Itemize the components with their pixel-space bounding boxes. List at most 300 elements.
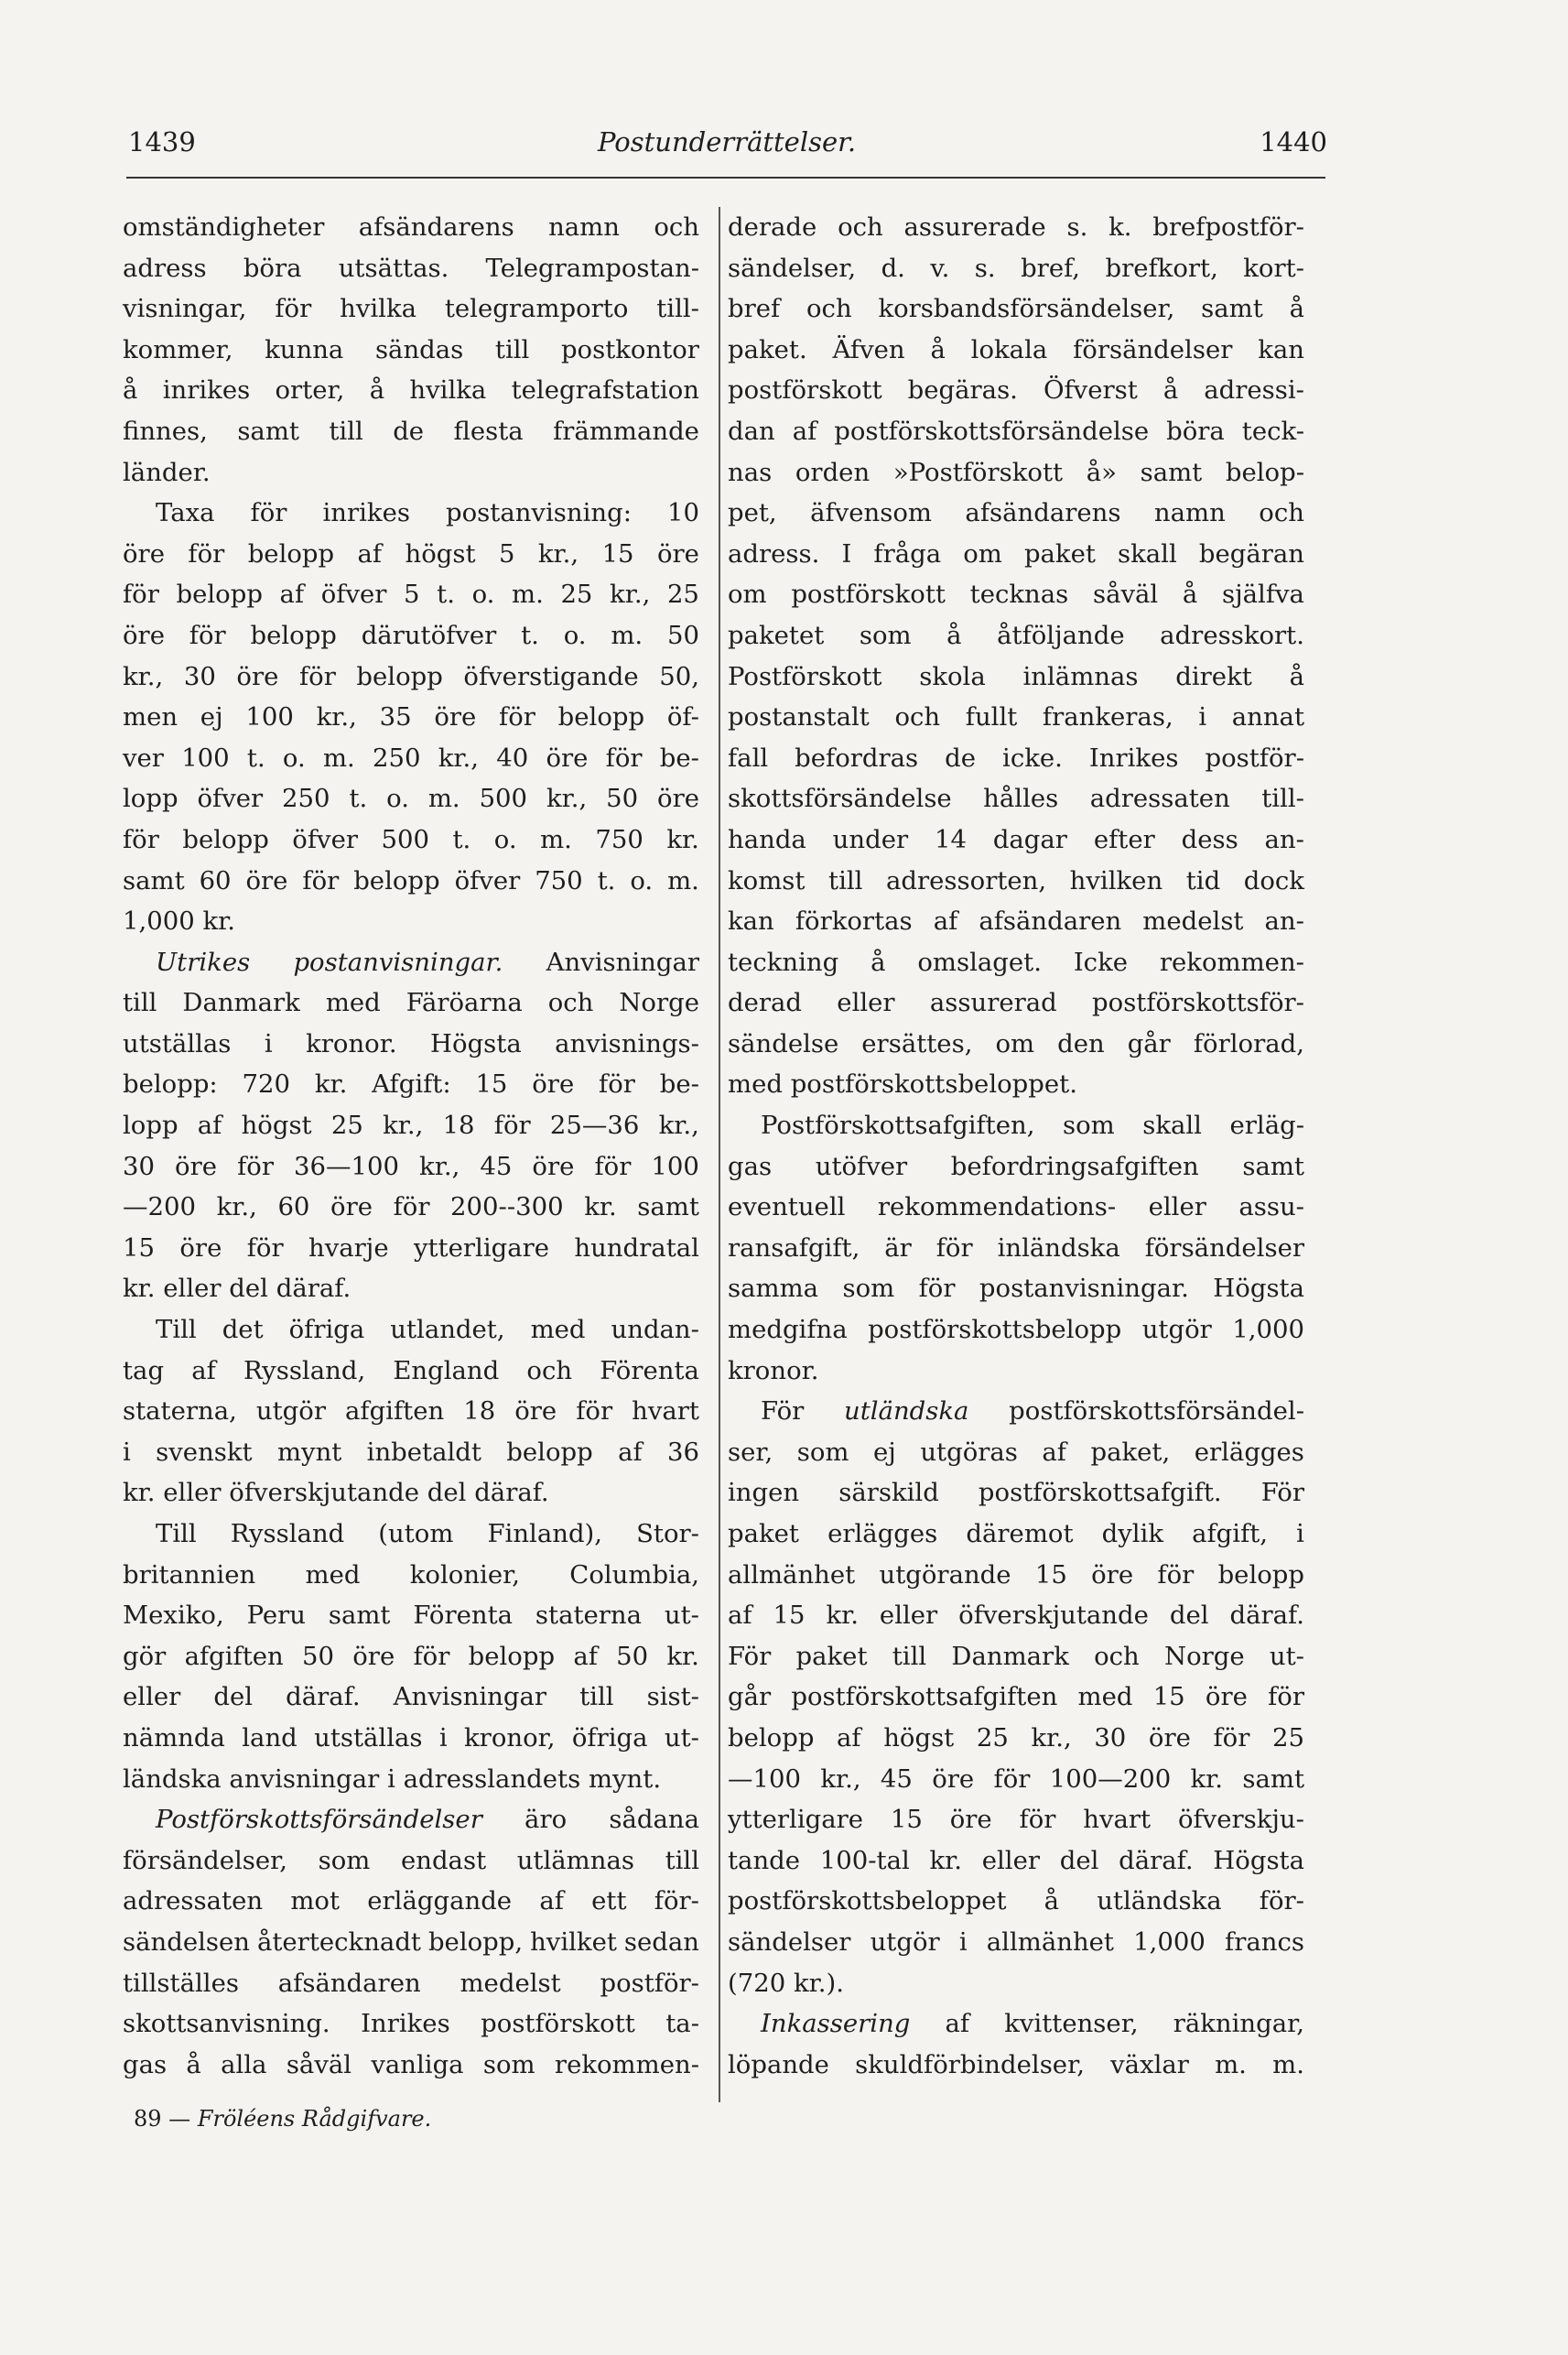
word: belopp, — [427, 1926, 524, 1957]
word: åtföljande — [997, 620, 1125, 650]
word: För — [1260, 1478, 1304, 1508]
word: samt — [123, 865, 185, 895]
word: äfvensom — [810, 498, 932, 528]
word: öre — [657, 784, 699, 814]
text-line — [728, 1595, 1304, 1636]
word: och — [547, 988, 594, 1018]
word: adressaten — [1089, 784, 1230, 814]
right-column — [728, 207, 1304, 2085]
word: i — [958, 1926, 968, 1957]
word: Telegrampostan- — [485, 253, 699, 283]
word: till — [123, 988, 157, 1018]
word: Högsta — [1213, 1274, 1304, 1304]
word: eller — [981, 1845, 1041, 1875]
word: telegramporto — [444, 294, 629, 324]
word: å — [1289, 294, 1304, 324]
text-line — [123, 330, 699, 371]
line-text: med postförskottsbeloppet. — [728, 1069, 1077, 1100]
word: förkortas — [795, 906, 913, 937]
word: kr., — [546, 784, 588, 814]
word: och — [838, 212, 883, 242]
word: af — [618, 1437, 643, 1467]
word: utgör — [1141, 1315, 1212, 1345]
text-line — [123, 1146, 699, 1188]
word: till — [665, 1845, 699, 1875]
text-line — [123, 1840, 699, 1882]
word: assurerade — [903, 212, 1046, 242]
word: m. — [1215, 2049, 1247, 2079]
word: Förenta — [413, 1601, 514, 1631]
word: bref — [728, 294, 781, 324]
word: för — [935, 1232, 973, 1263]
word: Inrikes — [1088, 743, 1179, 773]
word: britannien — [123, 1559, 256, 1590]
word: 40 — [496, 743, 529, 773]
word: ta- — [665, 2009, 699, 2039]
word: 15 — [601, 538, 634, 569]
word: undan- — [611, 1315, 699, 1345]
word: hvilket — [530, 1926, 617, 1957]
word: öre — [245, 865, 288, 895]
text-line — [728, 1799, 1304, 1840]
word: del — [213, 1682, 254, 1712]
word: s. — [1066, 212, 1088, 242]
word: går — [728, 1682, 772, 1712]
word: af — [792, 416, 817, 446]
word: tillställes — [123, 1968, 239, 1998]
word: adressorten, — [886, 865, 1047, 895]
word: af — [197, 1111, 222, 1141]
word: i — [123, 1437, 131, 1467]
text-line — [123, 1187, 699, 1228]
word: Utrikes — [156, 947, 251, 977]
word: staterna — [535, 1601, 643, 1631]
word: Anvisningar — [393, 1682, 547, 1712]
word: s. — [974, 253, 996, 283]
text-line — [123, 778, 699, 819]
word: till — [892, 1641, 927, 1671]
word: Columbia, — [569, 1559, 699, 1590]
word: belopp — [356, 661, 443, 691]
text-line — [123, 1718, 699, 1759]
word: postförskottsförsändel- — [1009, 1396, 1304, 1427]
word: 30 — [1094, 1722, 1127, 1753]
word: för — [393, 1192, 430, 1222]
word: förlorad, — [1193, 1028, 1304, 1058]
word: å — [1182, 580, 1198, 610]
word: löpande — [728, 2049, 829, 2079]
word: å — [186, 2049, 201, 2079]
word: återtecknadt — [256, 1926, 421, 1957]
word: 14 — [934, 824, 967, 854]
word: frankeras, — [1042, 702, 1173, 733]
text-line — [728, 1105, 1304, 1146]
word: svenskt — [156, 1437, 253, 1467]
word: kr. — [1190, 1764, 1224, 1794]
text-line — [728, 452, 1304, 494]
word: tande — [728, 1845, 801, 1875]
word: gas — [728, 1151, 773, 1181]
text-line — [123, 1922, 699, 1963]
text-line — [728, 1555, 1304, 1596]
word: försändelser — [1144, 1232, 1304, 1263]
word: 250 — [282, 784, 330, 814]
word: allmänhet — [986, 1926, 1114, 1957]
word: Förenta — [600, 1355, 699, 1385]
word: allmänhet — [728, 1559, 856, 1590]
word: 200--300 — [450, 1192, 564, 1222]
word: däremot — [966, 1519, 1074, 1548]
word: som — [859, 620, 912, 650]
word: och — [526, 1355, 573, 1385]
word: ett — [591, 1886, 627, 1916]
word: dock — [1243, 865, 1304, 895]
word: de — [945, 743, 977, 773]
word: kr., — [316, 702, 357, 733]
word: af — [539, 1886, 564, 1916]
word: sådana — [609, 1805, 699, 1835]
word: 1,000 — [1133, 1926, 1206, 1957]
word: Mexiko, — [123, 1601, 224, 1631]
word: såväl — [286, 2049, 352, 2079]
word: ej — [200, 702, 223, 733]
word: kronor, — [464, 1722, 556, 1753]
word: lopp — [123, 1111, 178, 1141]
word: 50, — [659, 661, 699, 691]
text-line — [728, 1840, 1304, 1882]
word: öfverskju- — [1177, 1805, 1304, 1835]
word: t. — [452, 824, 471, 854]
word: Öfverst — [1043, 375, 1138, 406]
word: å — [1162, 375, 1179, 406]
word: utlandet, — [390, 1315, 505, 1345]
word: t. — [349, 784, 368, 814]
word: för — [576, 1396, 613, 1427]
word: med — [325, 988, 381, 1018]
word: utländska — [1097, 1886, 1222, 1916]
word: m. — [540, 824, 572, 854]
word: den — [1057, 1028, 1105, 1058]
word: m. — [427, 784, 460, 814]
word: fall — [728, 743, 769, 773]
word: ut- — [664, 1601, 699, 1631]
word: kolonier, — [409, 1559, 520, 1590]
word: 25—36 — [549, 1111, 640, 1141]
word: öfver — [320, 580, 387, 610]
word: rekommendations- — [877, 1192, 1117, 1222]
word: det — [222, 1315, 264, 1345]
word: 100-tal — [819, 1845, 910, 1875]
word: belopp — [176, 580, 263, 610]
word: kr., — [537, 538, 579, 569]
text-line — [123, 1595, 699, 1636]
word: 50 — [616, 1641, 649, 1671]
text-line — [123, 534, 699, 575]
word: 10 — [667, 498, 699, 528]
word: går — [1127, 1028, 1171, 1058]
column-divider — [719, 207, 720, 2102]
word: dagar — [992, 824, 1067, 854]
word: kr. — [314, 1069, 348, 1100]
word: belopp — [468, 1641, 556, 1671]
word: sändas — [374, 334, 464, 364]
word: hvilka — [340, 294, 417, 324]
word: öre — [123, 538, 165, 569]
word: 15 — [475, 1069, 508, 1100]
word: därutöfver — [361, 620, 497, 650]
word: hålles — [983, 784, 1059, 814]
text-line — [728, 697, 1304, 738]
text-line — [728, 330, 1304, 371]
word: hvilken — [1069, 865, 1163, 895]
word: ersättes, — [861, 1028, 973, 1058]
word: telegrafstation — [511, 375, 699, 406]
word: kr., — [216, 1192, 257, 1222]
word: å» — [1086, 457, 1117, 487]
word: skall — [1142, 1111, 1202, 1141]
line-text: (720 kr.). — [728, 1968, 844, 1998]
word: paket — [1023, 538, 1096, 569]
word: sist- — [646, 1682, 699, 1712]
word: ut- — [664, 1722, 699, 1753]
word: För — [761, 1396, 805, 1427]
text-line — [728, 1472, 1304, 1514]
word: utsättas. — [338, 253, 449, 283]
text-line — [123, 1799, 699, 1840]
word: bref, — [1021, 253, 1081, 283]
word: å — [1044, 1886, 1060, 1916]
line-text: länder. — [123, 457, 211, 487]
word: 18 — [463, 1396, 496, 1427]
word: paket, — [1090, 1437, 1171, 1467]
word: postkontor — [560, 334, 699, 364]
text-line — [123, 1024, 699, 1065]
word: inlämnas — [1022, 661, 1139, 691]
word: inländska — [997, 1232, 1120, 1263]
word: Stor- — [636, 1519, 699, 1548]
word: Norge — [1164, 1641, 1245, 1671]
word: ver — [123, 743, 164, 773]
word: sedan — [623, 1926, 699, 1957]
word: erlägges — [827, 1519, 938, 1548]
word: hvart — [632, 1396, 699, 1427]
word: adress — [123, 253, 207, 283]
word: paketet — [728, 620, 825, 650]
word: kr., — [610, 580, 651, 610]
word: Finland), — [487, 1519, 603, 1548]
word: nämnda — [123, 1722, 225, 1753]
word: dess — [1181, 824, 1238, 854]
word: eventuell — [728, 1192, 846, 1222]
word: 50 — [302, 1641, 334, 1671]
word: 50 — [606, 784, 639, 814]
word: sändelser — [728, 1926, 851, 1957]
word: be- — [659, 1069, 699, 1100]
text-line — [123, 1636, 699, 1677]
word: erläg- — [1229, 1111, 1304, 1141]
text-line — [728, 1309, 1304, 1351]
word: 15 — [773, 1601, 806, 1631]
text-line — [123, 574, 699, 615]
word: Taxa — [156, 498, 215, 528]
word: med — [1077, 1682, 1133, 1712]
word: inrikes — [322, 498, 410, 528]
word: postanvisning: — [446, 498, 632, 528]
word: belopp — [247, 538, 335, 569]
word: m. — [512, 580, 544, 610]
word: för — [298, 661, 336, 691]
word: för — [499, 702, 535, 733]
word: samt — [1140, 457, 1203, 487]
word: postförskottsbelopp — [868, 1315, 1122, 1345]
word: mot — [290, 1886, 341, 1916]
word: öre — [352, 1641, 395, 1671]
word: befordras — [795, 743, 919, 773]
word: belopp — [506, 1437, 593, 1467]
line-text: kr. eller del däraf. — [123, 1274, 351, 1304]
word: 50 — [666, 620, 699, 650]
word: assu- — [1238, 1192, 1304, 1222]
word: kr., — [383, 1111, 424, 1141]
word: namn — [548, 212, 620, 242]
word: 250 — [373, 743, 421, 773]
word: för — [1157, 1559, 1195, 1590]
text-line — [728, 1963, 1304, 2004]
word: öre — [514, 1396, 557, 1427]
word: 25 — [666, 580, 699, 610]
word: belopp — [1217, 1559, 1304, 1590]
word: såväl — [1092, 580, 1159, 610]
word: kr., — [658, 1111, 699, 1141]
word: adress. — [728, 538, 820, 569]
word: skall — [1118, 538, 1177, 569]
word: inbetaldt — [366, 1437, 481, 1467]
word: erlägges — [1194, 1437, 1304, 1467]
text-line — [123, 493, 699, 534]
word: 60 — [199, 865, 232, 895]
word: ransafgift, — [728, 1232, 860, 1263]
word: vanliga — [371, 2049, 464, 2079]
word: äro — [524, 1805, 568, 1835]
word: erläggande — [367, 1886, 513, 1916]
text-line — [728, 1351, 1304, 1392]
word: Ryssland — [230, 1519, 345, 1548]
word: ut- — [1269, 1641, 1304, 1671]
word: utlämnas — [516, 1845, 634, 1875]
page-number-right: 1440 — [1260, 126, 1327, 157]
word: derade — [728, 212, 817, 242]
word: 15 — [1034, 1559, 1067, 1590]
word: England — [393, 1355, 500, 1385]
word: finnes, — [123, 416, 208, 446]
word: Postförskottsförsändelser — [156, 1805, 482, 1835]
word: kr., — [123, 661, 164, 691]
word: böra — [1166, 416, 1225, 446]
word: o. — [282, 743, 306, 773]
word: öre — [179, 1232, 222, 1263]
word: Inkassering — [761, 2009, 911, 2039]
word: brefpostför- — [1152, 212, 1304, 242]
word: öfver — [197, 784, 264, 814]
word: samt — [1201, 294, 1263, 324]
page-header — [126, 126, 1327, 181]
word: öre — [175, 1151, 218, 1181]
text-line — [123, 2003, 699, 2045]
word: postförskott — [728, 375, 882, 406]
word: öre — [656, 538, 699, 569]
word: 60 — [277, 1192, 310, 1222]
word: eller — [879, 1601, 938, 1631]
word: öre — [330, 1192, 373, 1222]
word: utställas — [123, 1028, 232, 1058]
word: afsändaren — [277, 1968, 421, 1998]
word: t. — [437, 580, 455, 610]
text-line — [728, 1187, 1304, 1228]
word: Peru — [246, 1601, 306, 1631]
word: är — [884, 1232, 912, 1263]
text-line — [728, 1759, 1304, 1800]
text-line — [123, 738, 699, 779]
text-line — [728, 1391, 1304, 1432]
word: handa — [728, 824, 806, 854]
word: af — [357, 538, 383, 569]
line-text: kronor. — [728, 1355, 819, 1385]
word: däraf. — [286, 1682, 361, 1712]
word: och — [654, 212, 699, 242]
word: För — [728, 1641, 772, 1671]
word: o. — [630, 865, 654, 895]
word: som — [1062, 1111, 1115, 1141]
word: nas — [728, 457, 773, 487]
word: själfva — [1221, 580, 1304, 610]
word: för — [493, 1111, 531, 1141]
word: o. — [386, 784, 409, 814]
word: medelst — [460, 1968, 561, 1998]
word: öre — [236, 661, 279, 691]
word: 100 — [245, 702, 294, 733]
word: för — [188, 538, 225, 569]
word: för — [302, 865, 340, 895]
word: för — [123, 580, 159, 610]
text-line — [728, 1636, 1304, 1677]
text-line — [728, 1268, 1304, 1309]
text-line — [123, 1064, 699, 1105]
word: öre — [123, 620, 165, 650]
word: särskild — [838, 1478, 939, 1508]
text-line — [123, 1881, 699, 1922]
word: Ryssland, — [243, 1355, 366, 1385]
word: d. — [881, 253, 905, 283]
word: för — [250, 498, 287, 528]
text-line — [123, 1555, 699, 1596]
word: medgifna — [728, 1315, 848, 1345]
word: högst — [883, 1722, 955, 1753]
word: 25 — [330, 1111, 363, 1141]
word: Till — [156, 1519, 197, 1548]
word: (utom — [378, 1519, 454, 1548]
word: be- — [659, 743, 699, 773]
word: räkningar, — [1173, 2009, 1304, 2039]
word: omslaget. — [917, 947, 1042, 977]
word: skottsförsändelse — [728, 784, 952, 814]
text-line — [123, 411, 699, 452]
word: 30 — [123, 1151, 155, 1181]
word: skola — [919, 661, 986, 691]
word: sändelsen — [123, 1926, 250, 1957]
text-line — [123, 1391, 699, 1432]
word: postför- — [1205, 743, 1304, 773]
word: till — [579, 1682, 614, 1712]
